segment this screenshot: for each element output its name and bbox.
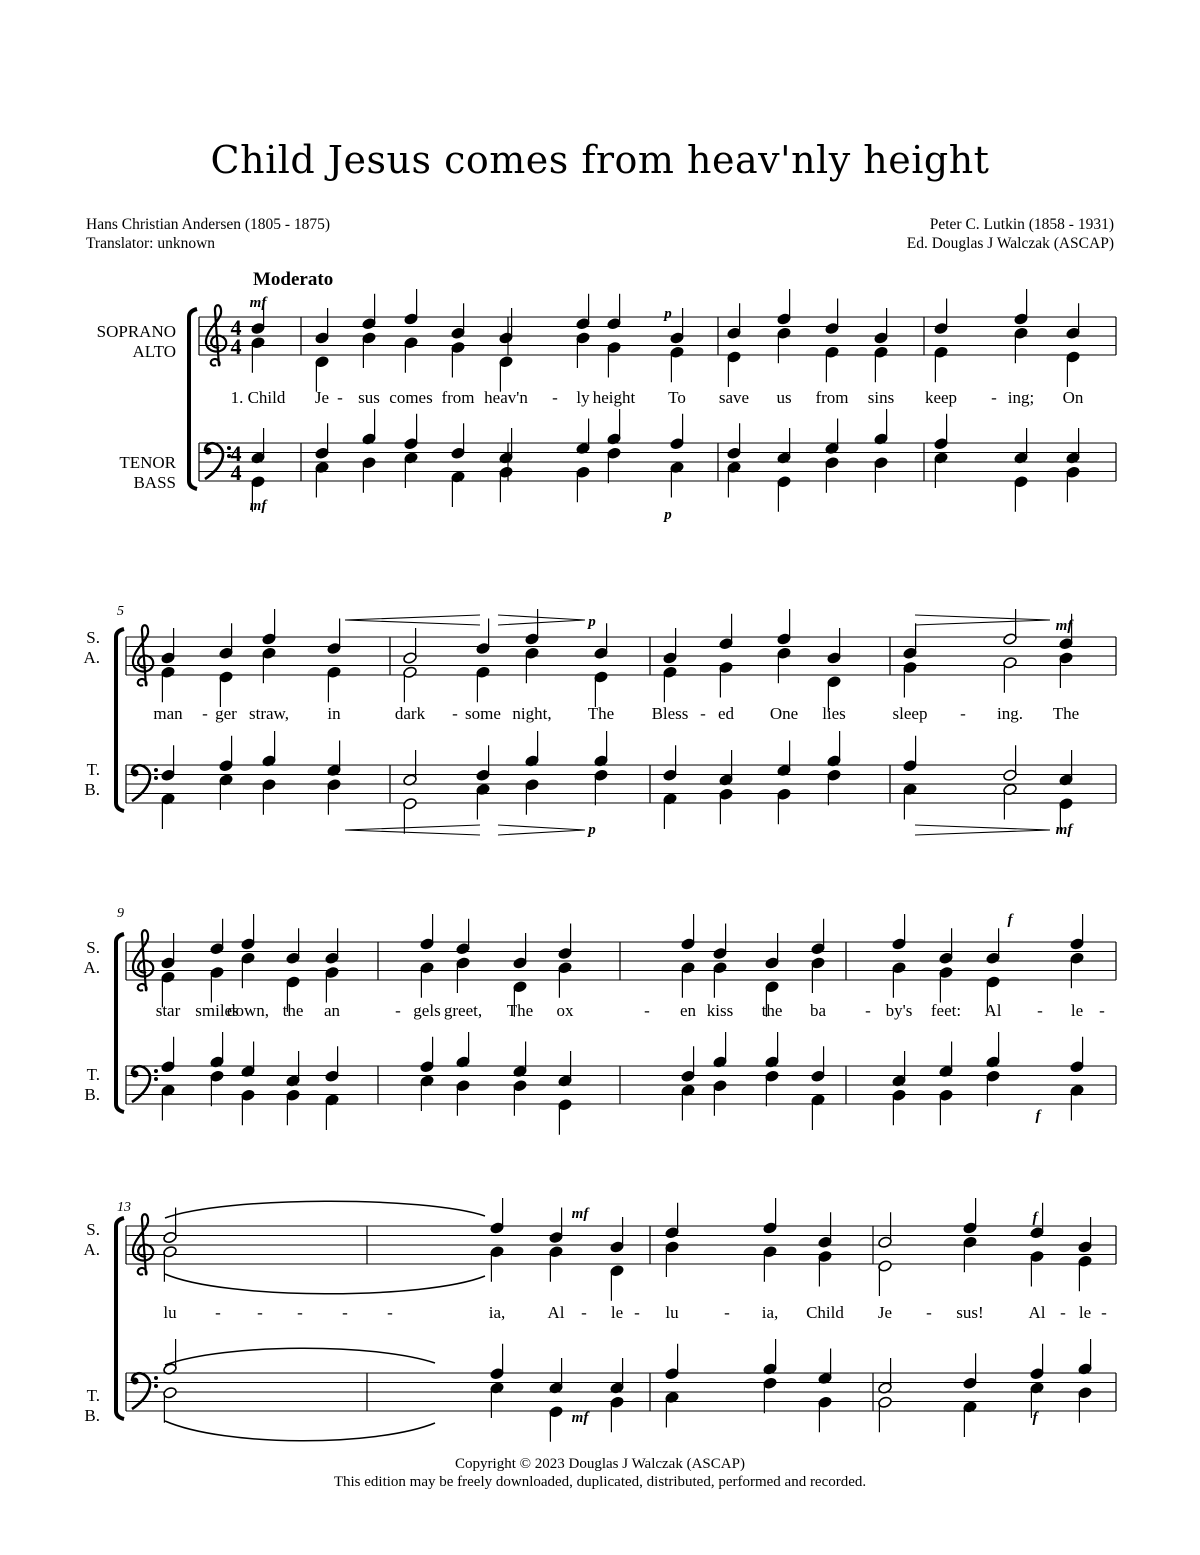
lyric-syllable: On (1062, 388, 1084, 407)
lyric-syllable: - (337, 388, 343, 407)
lyric-syllable: in (327, 704, 341, 723)
dynamic-marking: p (588, 822, 596, 838)
lyric-syllable: - (926, 1303, 932, 1322)
lyric-syllable: ia, (761, 1303, 779, 1322)
dynamic-marking: f (1032, 1210, 1038, 1226)
dynamic-marking: f (1007, 912, 1013, 928)
measure-number: 13 (117, 1200, 131, 1215)
a-label: A. (83, 648, 100, 667)
editor-credit: Ed. Douglas J Walczak (ASCAP) (906, 235, 1114, 252)
lyric-syllable: - (581, 1303, 587, 1322)
bass-clef-dot (154, 776, 158, 780)
bass-clef-dot (154, 1069, 158, 1073)
lyric-syllable: sins (867, 388, 895, 407)
slur (165, 1201, 485, 1218)
lyric-syllable: the (282, 1001, 304, 1020)
copyright-notice (0, 1455, 1200, 1491)
crescendo-hairpin (345, 825, 480, 835)
lyric-syllable: - (1099, 1001, 1105, 1020)
lyric-syllable: - (724, 1303, 730, 1322)
lyric-syllable: le (1078, 1303, 1092, 1322)
lyric-syllable: man (153, 704, 183, 723)
lyric-syllable: - (1101, 1303, 1107, 1322)
lyric-syllable: ing. (997, 704, 1023, 723)
diminuendo-hairpin (498, 825, 585, 835)
lyric-syllable: an (323, 1001, 341, 1020)
lyric-syllable: height (592, 388, 636, 407)
s-label: S. (86, 938, 100, 957)
system-bracket (116, 934, 124, 1112)
t-label: T. (86, 760, 100, 779)
lyric-syllable: - (452, 704, 458, 723)
lyric-syllable: sleep (892, 704, 928, 723)
dynamic-marking: mf (571, 1410, 589, 1426)
time-signature-numerator: 4 (230, 441, 242, 466)
lyric-syllable: kiss (706, 1001, 734, 1020)
slur (165, 1348, 435, 1365)
slur (165, 1421, 435, 1441)
lyric-syllable: by's (885, 1001, 913, 1020)
lyric-syllable: - (865, 1001, 871, 1020)
lyric-syllable: star (155, 1001, 181, 1020)
lyric-syllable: gels (413, 1001, 441, 1020)
lyric-syllable: One (769, 704, 799, 723)
diminuendo-hairpin (915, 615, 1050, 625)
lyric-syllable: some (465, 704, 501, 723)
lyric-syllable: The (1052, 704, 1080, 723)
slur (165, 1274, 485, 1294)
bass-label: BASS (133, 473, 176, 492)
lyric-syllable: ba (809, 1001, 827, 1020)
lyric-syllable: night, (512, 704, 552, 723)
lyric-syllable: Child (806, 1303, 844, 1322)
translator-credit: Translator: unknown (86, 235, 216, 252)
lyric-syllable: greet, (443, 1001, 483, 1020)
lyric-syllable: ing; (1007, 388, 1035, 407)
lyric-syllable: Al (547, 1303, 565, 1322)
bass-clef-dot (132, 1378, 139, 1385)
lyric-syllable: us (776, 388, 792, 407)
system-bracket (189, 309, 197, 489)
bass-clef-dot (205, 448, 212, 455)
bass-clef-dot (154, 1376, 158, 1380)
dynamic-marking: mf (249, 295, 267, 311)
dynamic-marking: mf (571, 1206, 589, 1222)
lyric-syllable: sus (358, 388, 380, 407)
lyric-syllable: feet: (930, 1001, 962, 1020)
lyric-syllable: ly (576, 388, 590, 407)
lyric-syllable: Bless (651, 704, 689, 723)
tempo-marking: Moderato (253, 269, 334, 290)
lyric-syllable: straw, (249, 704, 289, 723)
lyric-syllable: - (257, 1303, 263, 1322)
lyric-syllable: lu (163, 1303, 177, 1322)
lyric-syllable: le (610, 1303, 624, 1322)
lyric-syllable: Je (314, 388, 330, 407)
measure-number: 5 (117, 604, 124, 619)
b-label: B. (84, 1085, 100, 1104)
lyric-syllable: dark (394, 704, 426, 723)
time-signature-denominator: 4 (230, 460, 242, 485)
lyric-syllable: ox (556, 1001, 574, 1020)
t-label: T. (86, 1065, 100, 1084)
time-signature-denominator: 4 (230, 334, 242, 359)
diminuendo-hairpin (498, 615, 585, 625)
lyric-syllable: sus! (956, 1303, 984, 1322)
measure-number: 9 (117, 906, 124, 921)
license-line: This edition may be freely downloaded, duplicated, distributed, performed and recorded. (333, 1474, 867, 1490)
lyric-syllable: lies (822, 704, 846, 723)
dynamic-marking: mf (1055, 822, 1073, 838)
bass-clef-dot (154, 768, 158, 772)
b-label: B. (84, 780, 100, 799)
dynamic-marking: p (664, 507, 672, 523)
system-bracket (116, 1218, 124, 1419)
lyric-syllable: ia, (488, 1303, 506, 1322)
tenor-label: TENOR (119, 453, 176, 472)
lyric-syllable: le (1070, 1001, 1084, 1020)
dynamic-marking: f (1032, 1410, 1038, 1426)
poet-credit: Hans Christian Andersen (1805 - 1875) (86, 216, 331, 233)
lyric-syllable: - (297, 1303, 303, 1322)
diminuendo-hairpin (915, 825, 1050, 835)
lyric-syllable: smiles (195, 1001, 239, 1020)
composer-credit: Peter C. Lutkin (1858 - 1931) (929, 216, 1114, 233)
dynamic-marking: p (588, 614, 596, 630)
bass-clef-dot (154, 1077, 158, 1081)
lyric-syllable: - (991, 388, 997, 407)
lyric-syllable: - (395, 1001, 401, 1020)
lyric-syllable: keep (924, 388, 958, 407)
lyric-syllable: ger (215, 704, 237, 723)
lyric-syllable: en (679, 1001, 697, 1020)
soprano-label: SOPRANO (96, 322, 176, 341)
a-label: A. (83, 1240, 100, 1259)
s-label: S. (86, 1220, 100, 1239)
lyric-syllable: - (960, 704, 966, 723)
lyric-syllable: - (387, 1303, 393, 1322)
time-signature-numerator: 4 (230, 315, 242, 340)
lyric-syllable: lu (665, 1303, 679, 1322)
dynamic-marking: p (664, 306, 672, 322)
dynamic-marking: mf (1055, 618, 1073, 634)
lyric-syllable: - (202, 704, 208, 723)
lyric-syllable: heav'n (484, 388, 528, 407)
lyric-syllable: ed (717, 704, 735, 723)
b-label: B. (84, 1406, 100, 1425)
lyric-syllable: save (718, 388, 750, 407)
bass-clef-dot (132, 770, 139, 777)
lyric-syllable: Je (877, 1303, 893, 1322)
system-bracket (116, 629, 124, 811)
lyric-syllable: the (761, 1001, 783, 1020)
dynamic-marking: f (1035, 1108, 1041, 1124)
alto-label: ALTO (132, 342, 176, 361)
song-title: Child Jesus comes from heav'nly height (210, 138, 990, 182)
lyric-syllable: Al (984, 1001, 1002, 1020)
lyric-syllable: 1. Child (230, 388, 286, 407)
lyric-syllable: - (1060, 1303, 1066, 1322)
a-label: A. (83, 958, 100, 977)
t-label: T. (86, 1386, 100, 1405)
lyric-syllable: The (506, 1001, 534, 1020)
lyric-syllable: - (1037, 1001, 1043, 1020)
lyric-syllable: - (342, 1303, 348, 1322)
lyric-syllable: - (700, 704, 706, 723)
lyric-syllable: The (587, 704, 615, 723)
lyric-syllable: - (644, 1001, 650, 1020)
lyric-syllable: - (634, 1303, 640, 1322)
lyric-syllable: from (441, 388, 475, 407)
lyric-syllable: down, (226, 1001, 270, 1020)
lyric-syllable: To (668, 388, 686, 407)
crescendo-hairpin (345, 615, 480, 625)
lyric-syllable: Al (1028, 1303, 1046, 1322)
copyright-line: Copyright © 2023 Douglas J Walczak (ASCAP) (455, 1456, 745, 1472)
lyric-syllable: - (552, 388, 558, 407)
dynamic-marking: mf (249, 498, 267, 514)
s-label: S. (86, 628, 100, 647)
lyric-syllable: from (815, 388, 849, 407)
score-system (116, 934, 1116, 1112)
bass-clef-dot (132, 1071, 139, 1078)
bass-clef-dot (154, 1384, 158, 1388)
lyric-syllable: comes (389, 388, 433, 407)
lyric-syllable: - (215, 1303, 221, 1322)
